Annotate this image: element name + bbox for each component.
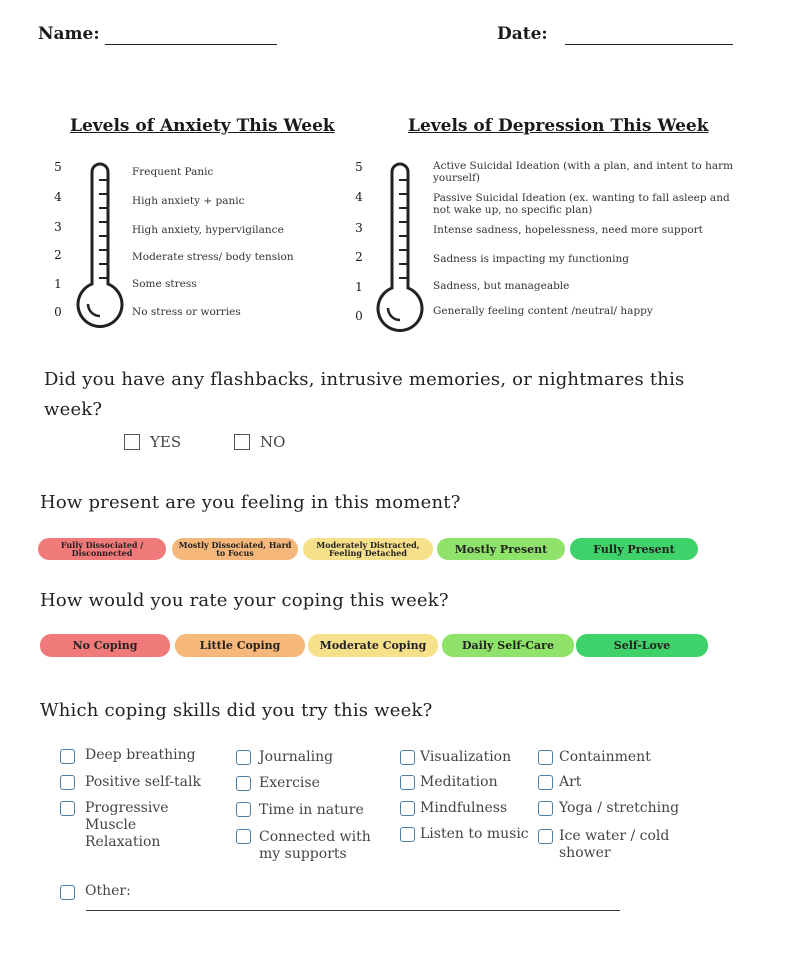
skill-label-yoga-stretching: Yoga / stretching xyxy=(559,800,680,816)
skill-label-ice-water: Ice water / cold shower xyxy=(559,828,670,861)
anxiety-thermometer-icon xyxy=(74,158,124,330)
date-field[interactable] xyxy=(565,44,733,45)
skill-checkbox-connected-with-supports[interactable] xyxy=(236,829,251,844)
depression-level-2-text: Sadness is impacting my functioning xyxy=(433,253,629,265)
coping-option-little-coping[interactable]: Little Coping xyxy=(175,634,305,657)
skill-checkbox-meditation[interactable] xyxy=(400,775,415,790)
skill-label-visualization: Visualization xyxy=(420,749,512,765)
coping-option-moderate-coping[interactable]: Moderate Coping xyxy=(308,634,438,657)
anxiety-level-4-num: 4 xyxy=(54,190,62,204)
presence-option-mostly-present[interactable]: Mostly Present xyxy=(437,538,565,560)
skill-checkbox-other[interactable] xyxy=(60,885,75,900)
skill-label-containment: Containment xyxy=(559,749,651,765)
name-label: Name: xyxy=(38,24,100,44)
no-checkbox[interactable] xyxy=(234,434,250,450)
date-label: Date: xyxy=(497,24,548,44)
skill-label-other: Other: xyxy=(85,883,131,899)
skill-label-connected-with-supports: Connected with my supports xyxy=(259,829,371,862)
skill-checkbox-journaling[interactable] xyxy=(236,750,251,765)
skill-checkbox-progressive-muscle-relaxation[interactable] xyxy=(60,801,75,816)
depression-level-1-text: Sadness, but manageable xyxy=(433,280,570,292)
anxiety-level-1-text: Some stress xyxy=(132,278,197,290)
anxiety-level-5-num: 5 xyxy=(54,160,62,174)
yes-label: YES xyxy=(150,433,182,451)
presence-option-moderately-distracted[interactable]: Moderately Distracted, Feeling Detached xyxy=(303,538,433,560)
skill-checkbox-yoga-stretching[interactable] xyxy=(538,801,553,816)
skill-label-progressive-muscle-relaxation: Progressive Muscle Relaxation xyxy=(85,800,169,850)
depression-title: Levels of Depression This Week xyxy=(408,116,709,136)
yes-checkbox[interactable] xyxy=(124,434,140,450)
depression-level-5-text: Active Suicidal Ideation (with a plan, and intent to harm yourself) xyxy=(433,160,734,184)
skill-label-time-in-nature: Time in nature xyxy=(259,802,364,818)
coping-question: How would you rate your coping this week? xyxy=(40,590,449,611)
skill-checkbox-art[interactable] xyxy=(538,775,553,790)
anxiety-level-3-text: High anxiety, hypervigilance xyxy=(132,224,284,236)
name-field[interactable] xyxy=(105,44,277,45)
depression-level-2-num: 2 xyxy=(355,250,363,264)
depression-level-0-text: Generally feeling content /neutral/ happy xyxy=(433,305,653,317)
skill-label-exercise: Exercise xyxy=(259,775,320,791)
skill-checkbox-deep-breathing[interactable] xyxy=(60,749,75,764)
presence-option-mostly-dissociated[interactable]: Mostly Dissociated, Hard to Focus xyxy=(172,538,298,560)
anxiety-level-0-text: No stress or worries xyxy=(132,306,241,318)
skill-checkbox-containment[interactable] xyxy=(538,750,553,765)
other-input-line[interactable] xyxy=(86,910,620,911)
skill-checkbox-exercise[interactable] xyxy=(236,776,251,791)
anxiety-level-4-text: High anxiety + panic xyxy=(132,195,245,207)
skill-checkbox-positive-self-talk[interactable] xyxy=(60,775,75,790)
depression-thermometer-icon xyxy=(374,158,424,334)
skill-label-positive-self-talk: Positive self-talk xyxy=(85,774,201,790)
depression-level-5-num: 5 xyxy=(355,160,363,174)
skill-checkbox-mindfulness[interactable] xyxy=(400,801,415,816)
depression-level-0-num: 0 xyxy=(355,309,363,323)
anxiety-level-2-num: 2 xyxy=(54,248,62,262)
depression-level-3-text: Intense sadness, hopelessness, need more support xyxy=(433,224,703,236)
coping-option-no-coping[interactable]: No Coping xyxy=(40,634,170,657)
depression-level-4-num: 4 xyxy=(355,190,363,204)
no-label: NO xyxy=(260,433,286,451)
skill-checkbox-visualization[interactable] xyxy=(400,750,415,765)
anxiety-level-1-num: 1 xyxy=(54,277,62,291)
depression-level-3-num: 3 xyxy=(355,221,363,235)
skill-label-mindfulness: Mindfulness xyxy=(420,800,508,816)
anxiety-level-5-text: Frequent Panic xyxy=(132,166,214,178)
presence-option-fully-present[interactable]: Fully Present xyxy=(570,538,698,560)
coping-option-self-love[interactable]: Self-Love xyxy=(576,634,708,657)
skill-label-meditation: Meditation xyxy=(420,774,498,790)
anxiety-level-3-num: 3 xyxy=(54,220,62,234)
anxiety-level-2-text: Moderate stress/ body tension xyxy=(132,251,294,263)
presence-option-fully-dissociated[interactable]: Fully Dissociated / Disconnected xyxy=(38,538,166,560)
skill-checkbox-time-in-nature[interactable] xyxy=(236,802,251,817)
skill-label-journaling: Journaling xyxy=(259,749,334,765)
anxiety-level-0-num: 0 xyxy=(54,305,62,319)
skill-checkbox-listen-to-music[interactable] xyxy=(400,827,415,842)
presence-question: How present are you feeling in this moment? xyxy=(40,492,461,513)
coping-option-daily-self-care[interactable]: Daily Self-Care xyxy=(442,634,574,657)
depression-level-4-text: Passive Suicidal Ideation (ex. wanting to fall asleep and not wake up, no specific plan) xyxy=(433,192,730,216)
skill-label-deep-breathing: Deep breathing xyxy=(85,747,196,763)
depression-level-1-num: 1 xyxy=(355,280,363,294)
skills-question: Which coping skills did you try this week? xyxy=(40,700,433,721)
flashbacks-question: Did you have any flashbacks, intrusive memories, or nightmares this week? xyxy=(44,369,685,420)
skill-checkbox-ice-water[interactable] xyxy=(538,829,553,844)
skill-label-listen-to-music: Listen to music xyxy=(420,826,529,842)
skill-label-art: Art xyxy=(559,774,582,790)
anxiety-title: Levels of Anxiety This Week xyxy=(70,116,335,136)
